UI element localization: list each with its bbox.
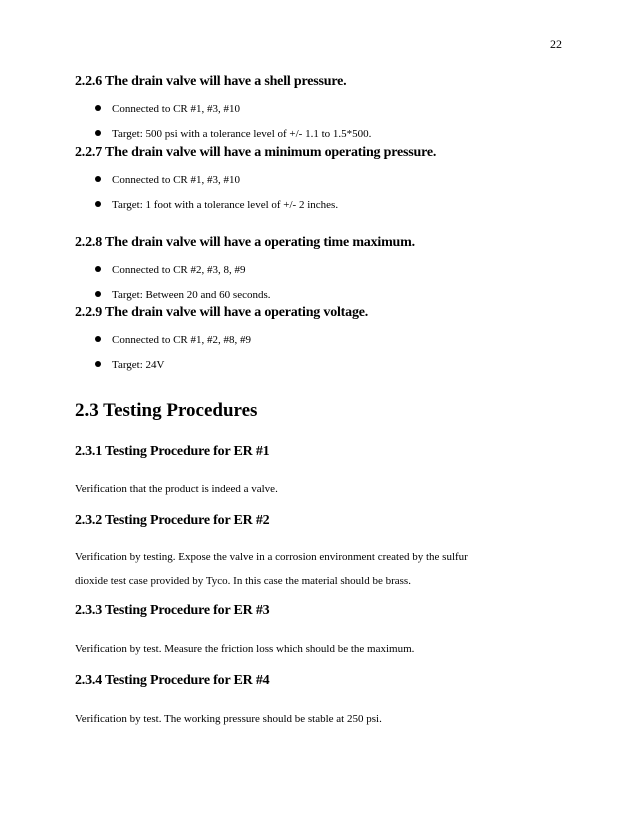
list-item: Target: 1 foot with a tolerance level of +/- 2 inches.: [95, 198, 338, 223]
list-item: Connected to CR #2, #3, 8, #9: [95, 263, 271, 288]
section-heading-2-2-7: 2.2.7 The drain valve will have a minimum operating pressure.: [75, 145, 437, 160]
procedure-heading-2-3-3: 2.3.3 Testing Procedure for ER #3: [75, 603, 270, 618]
procedure-text-2-3-1: Verification that the product is indeed a valve.: [75, 483, 278, 495]
procedure-heading-2-3-1: 2.3.1 Testing Procedure for ER #1: [75, 444, 270, 459]
section-title-testing-procedures: 2.3 Testing Procedures: [75, 400, 258, 421]
bullet-icon: [95, 336, 101, 342]
procedure-heading-2-3-2: 2.3.2 Testing Procedure for ER #2: [75, 513, 270, 528]
list-item: Connected to CR #1, #2, #8, #9: [95, 333, 251, 358]
list-item: Connected to CR #1, #3, #10: [95, 102, 371, 127]
bullet-icon: [95, 176, 101, 182]
bullet-list-2-2-9: [95, 333, 251, 383]
list-item: Target: 24V: [95, 358, 251, 383]
bullet-icon: [95, 266, 101, 272]
bullet-icon: [95, 201, 101, 207]
bullet-icon: [95, 291, 101, 297]
procedure-text-2-3-3: Verification by test. Measure the friction loss which should be the maximum.: [75, 643, 415, 655]
bullet-list-2-2-7: [95, 173, 338, 223]
bullet-icon: [95, 105, 101, 111]
list-item: Connected to CR #1, #3, #10: [95, 173, 338, 198]
procedure-text-2-3-4: Verification by test. The working pressure should be stable at 250 psi.: [75, 713, 382, 725]
bullet-icon: [95, 361, 101, 367]
section-heading-2-2-8: 2.2.8 The drain valve will have a operating time maximum.: [75, 235, 415, 250]
list-item: Target: 500 psi with a tolerance level of +/- 1.1 to 1.5*500.: [95, 127, 371, 152]
section-heading-2-2-9: 2.2.9 The drain valve will have a operating voltage.: [75, 305, 369, 320]
section-heading-2-2-6: 2.2.6 The drain valve will have a shell pressure.: [75, 74, 347, 89]
list-item: Target: Between 20 and 60 seconds.: [95, 288, 271, 313]
procedure-text-2-3-2: Verification by testing. Expose the valve in a corrosion environment created by the sulfur dioxide test case provided by Tyco. In this case the material should be brass.: [75, 551, 468, 587]
procedure-heading-2-3-4: 2.3.4 Testing Procedure for ER #4: [75, 673, 270, 688]
page-number: 22: [550, 37, 562, 51]
bullet-icon: [95, 130, 101, 136]
